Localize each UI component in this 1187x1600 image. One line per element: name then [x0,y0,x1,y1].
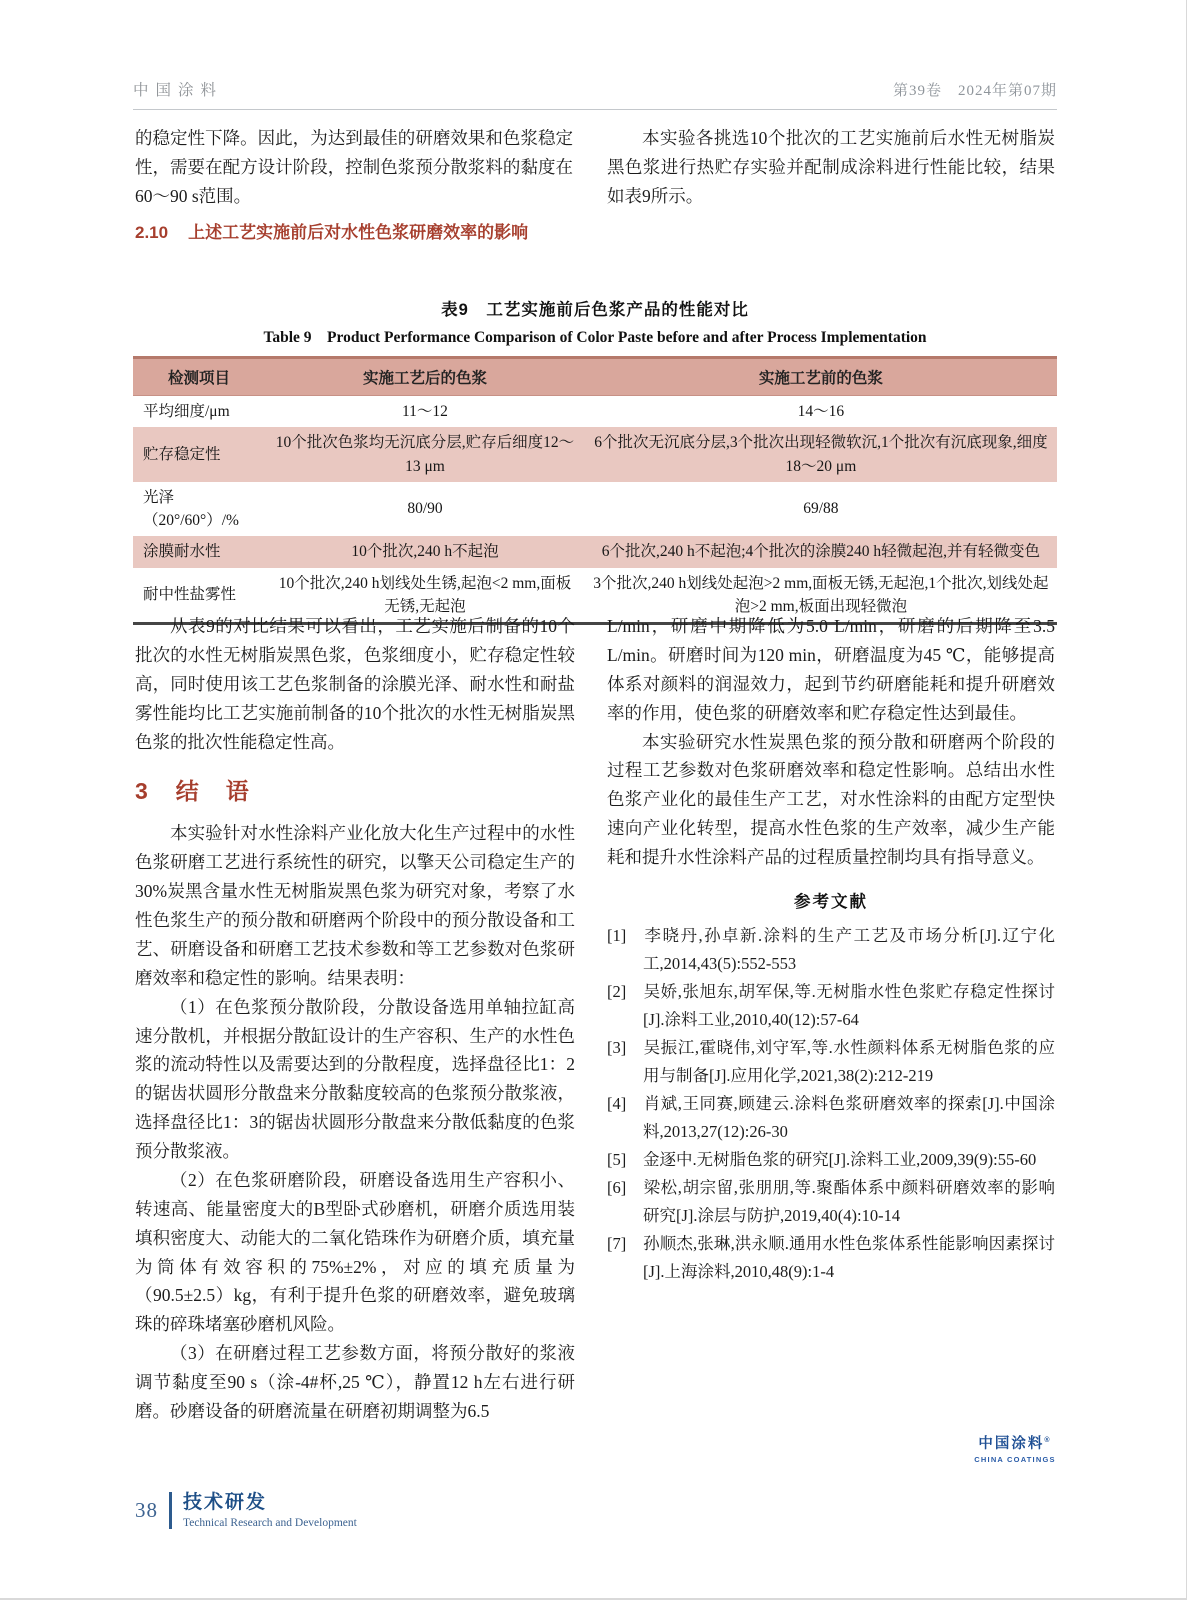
paragraph: （1）在色浆预分散阶段，分散设备选用单轴拉缸高速分散机，并根据分散缸设计的生产容积、生产的水性色浆的流动特性以及需要达到的分散程度，选择盘径比1：2的锯齿状圆形分散盘来分散黏度较高的色浆预分散浆液，选择盘径比1：3的锯齿状圆形分散盘来分散低黏度的色浆预分散浆液。 [135,996,575,1161]
table-cell: 80/90 [407,500,443,518]
reference-text: 金逐中.无树脂色浆的研究[J].涂料工业,2009,39(9):55-60 [643,1150,1037,1170]
footer-section-cn: 技术研发 [183,1492,268,1513]
table-cell: 耐中性盐雾性 [143,586,237,604]
section-title: 结 语 [175,778,251,805]
paragraph: 本实验研究水性炭黑色浆的预分散和研磨两个阶段的过程工艺参数对色浆研磨效率和稳定性影响。总结出水性色浆产业化的最佳生产工艺，对水性涂料的由配方定型快速向产业化转型，提高水性色浆的生产效率，减少生产能耗和提升水性涂料产品的过程质量控制均具有指导意义。 [607,731,1055,867]
table-cell: 6个批次无沉底分层,3个批次出现轻微软沉,1个批次有沉底现象,细度18～20 μm [594,434,1048,475]
page-number: 38 [135,1497,158,1522]
table-row [133,396,1057,428]
paragraph: 的稳定性下降。因此，为达到最佳的研磨效果和色浆稳定性，需要在配方设计阶段，控制色浆预分散浆料的黏度在60～90 s范围。 [135,128,573,206]
table-cell: 涂膜耐水性 [143,543,221,561]
table-caption-cn: 表9 工艺实施前后色浆产品的性能对比 [441,301,749,319]
left-column-top [135,124,573,243]
footer-section-en: Technical Research and Development [183,1516,357,1529]
table-cell: 11～12 [402,403,448,420]
table-cell: 14～16 [797,403,845,420]
table-cell: 69/88 [803,500,839,518]
table-cell: 3个批次,240 h划线处起泡>2 mm,面板无锈,无起泡,1个批次,划线处起泡>2 mm,板面出现轻微泡 [593,574,1049,615]
reference-text: 梁松,胡宗留,张朋朋,等.聚酯体系中颜料研磨效率的影响研究[J].涂层与防护,2019,40(4):10-14 [643,1178,1055,1226]
right-column-top [607,124,1055,211]
reference-number: [4] [607,1094,627,1114]
reference-item [607,1146,1055,1174]
table-cell: 6个批次,240 h不起泡;4个批次的涂膜240 h轻微起泡,并有轻微变色 [601,543,1041,561]
reference-text: 李晓丹,孙卓新.涂料的生产工艺及市场分析[J].辽宁化工,2014,43(5):552-553 [643,925,1055,973]
table-row [133,482,1057,537]
section-number: 3 [135,778,150,805]
column-header: 实施工艺前的色浆 [585,358,1057,396]
paragraph: （2）在色浆研磨阶段，研磨设备选用生产容积小、转速高、能量密度大的B型卧式砂磨机，研磨介质选用装填积密度大、动能大的二氧化锆珠作为研磨介质，填充量为筒体有效容积的75%±2%，对应的填充质量为（90.5±2.5）kg，有利于提升色浆的研磨效率，避免玻璃珠的碎珠堵塞砂磨机风险。 [135,1169,575,1335]
footer-divider [169,1492,172,1529]
references-heading: 参考文献 [794,892,868,911]
reference-item [607,1090,1055,1146]
reference-number: [1] [607,925,627,945]
table-cell: 光泽（20°/60°）/% [143,488,239,529]
table-9 [133,356,1057,625]
table-cell: 贮存稳定性 [143,445,221,463]
reference-text: 吴娇,张旭东,胡军保,等.无树脂水性色浆贮存稳定性探讨[J].涂料工业,2010,40(12):57-64 [643,981,1055,1030]
table-cell: 10个批次色浆均无沉底分层,贮存后细度12～13 μm [275,434,575,475]
page-footer [135,1492,357,1529]
issue-info: 第39卷 2024年第07期 [892,83,1057,99]
paragraph: 本实验各挑选10个批次的工艺实施前后水性无树脂炭黑色浆进行热贮存实验并配制成涂料进行性能比较，结果如表9所示。 [607,128,1055,206]
table-row [133,536,1057,567]
reference-number: [5] [607,1150,627,1170]
reference-item [607,978,1055,1034]
paragraph: 从表9的对比结果可以看出，工艺实施后制备的10个批次的水性无树脂炭黑色浆，色浆细度小，贮存稳定性较高，同时使用该工艺色浆制备的涂膜光泽、耐水性和耐盐雾性能均比工艺实施前制备的10个批次的水性无树脂炭黑色浆的批次性能稳定性高。 [135,616,575,752]
left-column-bottom [135,612,575,1426]
reference-number: [7] [607,1234,627,1254]
paragraph: L/min，研磨中期降低为5.0 L/min，研磨的后期降至3.5 L/min。研磨时间为120 min，研磨温度为45 ℃，能够提高体系对颜料的润湿效力，起到节约研磨能耗和提升研磨效率的作用，使色浆的研磨效率和贮存稳定性达到最佳。 [607,616,1055,723]
section-heading-3 [135,773,575,806]
section-heading-2-10 [135,218,573,243]
table-cell: 平均细度/μm [143,403,230,420]
reference-text: 肖斌,王同赛,顾建云.涂料色浆研磨效率的探索[J].中国涂料,2013,27(12):26-30 [643,1094,1055,1142]
right-column-bottom [607,612,1055,1286]
table-cell: 10个批次,240 h划线处生锈,起泡<2 mm,面板无锈,无起泡 [278,574,572,615]
journal-name: 中国涂料 [133,82,224,99]
column-header: 实施工艺后的色浆 [265,358,585,396]
paragraph: （3）在研磨过程工艺参数方面，将预分散好的浆液调节黏度至90 s（涂-4#杯,25 ℃），静置12 h左右进行研磨。砂磨设备的研磨流量在研磨初期调整为6.5 [135,1343,575,1421]
reference-number: [3] [607,1038,627,1058]
page-header [133,78,1057,110]
table-9-block [133,296,1057,625]
reference-number: [2] [607,981,627,1001]
section-number: 2.10 [135,222,169,242]
logo-text-cn: 中国涂料® [978,1436,1052,1452]
paragraph: 本实验针对水性涂料产业化放大化生产过程中的水性色浆研磨工艺进行系统性的研究，以擎天公司稳定生产的30%炭黑含量水性无树脂炭黑色浆为研究对象，考察了水性色浆生产的预分散和研磨两个阶段中的预分散设备和工艺、研磨设备和研磨工艺技术参数和等工艺参数对色浆研磨效率和稳定性的影响。结果表明： [135,823,575,988]
reference-item [607,1174,1055,1230]
reference-number: [6] [607,1178,627,1198]
reference-text: 孙顺杰,张琳,洪永顺.通用水性色浆体系性能影响因素探讨[J].上海涂料,2010,48(9):1-4 [643,1234,1055,1282]
reference-item [607,1034,1055,1090]
column-header: 检测项目 [133,358,265,396]
reference-text: 吴振江,霍晓伟,刘守军,等.水性颜料体系无树脂色浆的应用与制备[J].应用化学,2021,38(2):212-219 [643,1038,1055,1086]
table-row [133,427,1057,482]
table-cell: 10个批次,240 h不起泡 [351,543,499,561]
section-title: 上述工艺实施前后对水性色浆研磨效率的影响 [188,222,529,242]
table-caption-en: Table 9 Product Performance Comparison of Color Paste before and after Process Implementation [263,329,927,346]
registered-mark: ® [1044,1437,1052,1445]
logo-text-en: CHINA COATINGS [974,1455,1056,1464]
reference-item [607,1230,1055,1286]
publisher-logo [958,1432,1072,1464]
table-header-row [133,358,1057,396]
reference-item [607,922,1055,978]
footer-section [183,1492,357,1529]
